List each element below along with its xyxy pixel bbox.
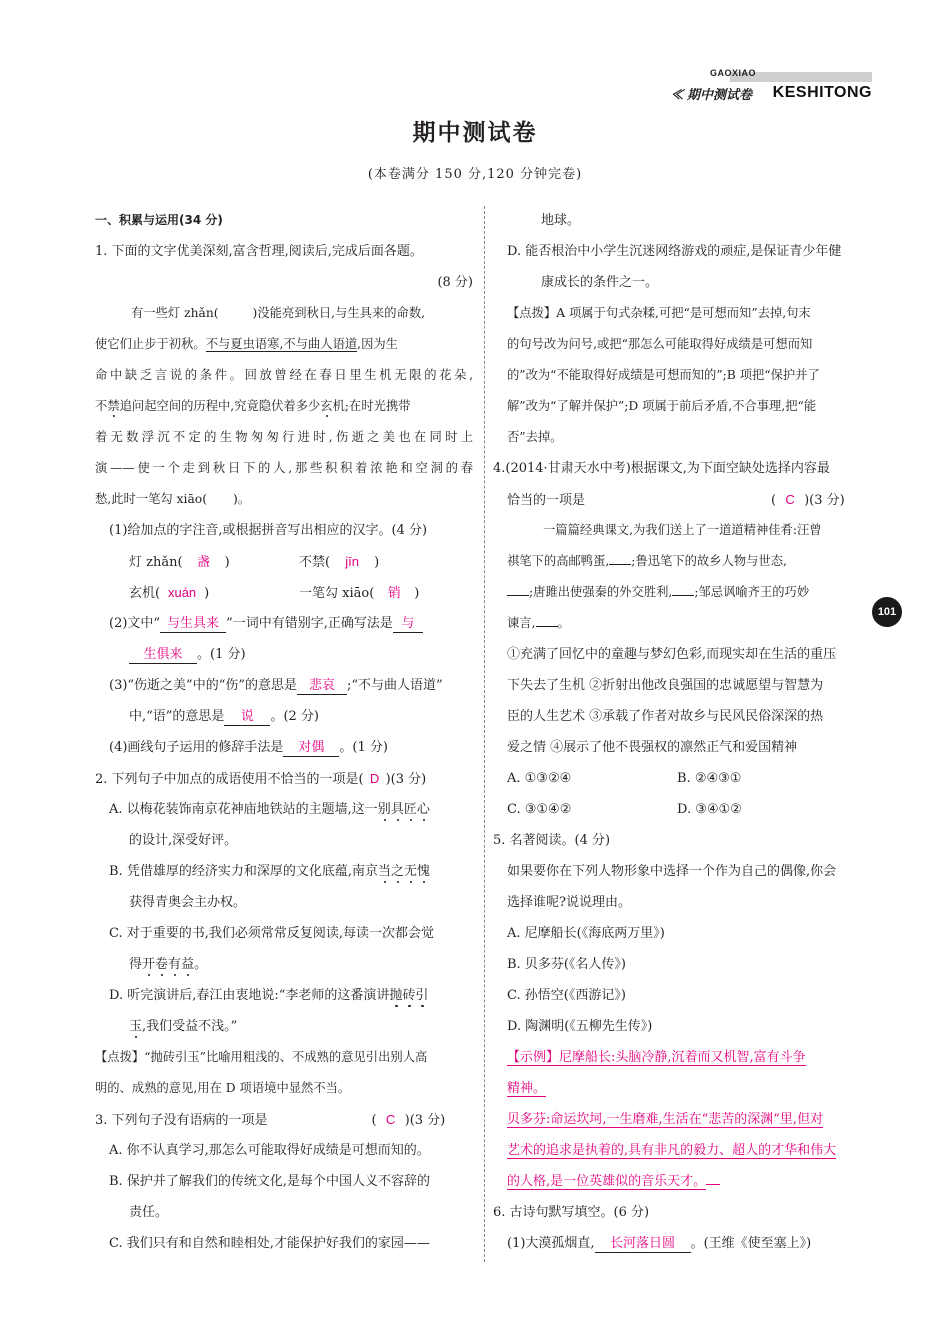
option-d-cont: 康成长的条件之一。	[541, 275, 659, 290]
question-2: 2. 下列句子中加点的成语使用不恰当的一项是( D )(3 分)	[95, 763, 473, 794]
example-answer: 的人格,是一位英雄似的音乐天才。	[507, 1166, 867, 1197]
answer-text: 悲哀	[297, 676, 347, 695]
dotted-idiom: 玉	[129, 1019, 143, 1034]
page-title: 期中测试卷	[412, 120, 538, 146]
tip-line: 的句号改为问号,或把“那怎么可能取得好成绩是可想而知	[507, 337, 813, 351]
header-brand-small: GAOXIAO	[709, 68, 756, 78]
dotted-idiom: 抛砖引	[389, 988, 429, 1003]
dotted-idiom: 别具匠心	[377, 802, 430, 817]
question-5-text: 如果要你在下列人物形象中选择一个作为自己的偶像,你会	[507, 864, 837, 879]
example-answer: 艺术的追求是执着的,具有非凡的毅力、超人的才华和伟大	[507, 1143, 837, 1158]
sub-question-1: (1)给加点的字注音,或根据拼音写出相应的汉字。(4 分)	[109, 523, 428, 538]
answer-text: xuán	[167, 585, 197, 600]
question-4-cont: 恰当的一项是 ( C )(3 分)	[507, 484, 867, 515]
option-d: D. 陶渊明(《五柳先生传》)	[507, 1019, 653, 1034]
tip-line: 解”改为“了解并保护”;D 项属于前后矛盾,不合事理,把“能	[507, 399, 817, 413]
choice-row: A. ①③②④ B. ②④③①	[507, 771, 742, 786]
answer-text: 与	[393, 614, 423, 633]
option-a: A. 你不认真学习,那怎么可能取得好成绩是可想而知的。	[109, 1143, 430, 1158]
tip-line: 否”去掉。	[507, 430, 563, 444]
sub-question-3-cont: 中,“语”的意思是 说 。(2 分)	[129, 708, 319, 724]
answer-text: 生俱来	[129, 645, 197, 664]
example-answer: 【示例】尼摩船长:头脑冷静,沉着而又机智,富有斗争	[507, 1050, 806, 1065]
option-line: ①充满了回忆中的童趣与梦幻色彩,而现实却在生活的重压	[507, 647, 837, 662]
sub-question-4: (4)画线句子运用的修辞手法是 对偶 。(1 分)	[109, 739, 388, 755]
question-5-text: 选择谁呢?说说理由。	[507, 895, 631, 910]
choice-row: C. ③①④② D. ③④①②	[507, 802, 742, 817]
header-tag: ≪ 期中测试卷	[670, 87, 752, 102]
example-answer: 精神。	[507, 1081, 547, 1096]
answer-text: D	[369, 771, 380, 786]
question-4: 4.(2014·甘肃天水中考)根据课文,为下面空缺处选择内容最	[493, 461, 830, 476]
passage-line: 谏言, 。	[507, 616, 570, 630]
option-b: B. 凭借雄厚的经济实力和深厚的文化底蕴,南京当之无愧	[109, 864, 431, 879]
question-6-sub: (1)大漠孤烟直, 长河落日圆 。(王维《使至塞上》)	[507, 1235, 812, 1251]
answer-text: 对偶	[283, 738, 339, 757]
option-c-cont: 得开卷有益。	[129, 957, 208, 972]
question-1: 1. 下面的文字优美深刻,富含哲理,阅读后,完成后面各题。	[95, 244, 423, 259]
option-d: D. 听完演讲后,春江由衷地说:“李老师的这番演讲抛砖引	[109, 988, 429, 1003]
answer-text: C	[785, 492, 795, 507]
answer-text: 销	[387, 585, 401, 600]
page-subtitle: (本卷满分 150 分,120 分钟完卷)	[367, 167, 583, 182]
option-line: 臣的人生艺术 ③承载了作者对故乡与民风民俗深深的热	[507, 709, 824, 724]
question-5: 5. 名著阅读。(4 分)	[493, 833, 611, 848]
option-b: B. 保护并了解我们的传统文化,是每个中国人义不容辞的	[109, 1174, 430, 1189]
sub-question-2-cont: 生俱来 。(1 分)	[95, 639, 473, 670]
option-c: C. 对于重要的书,我们必须常常反复阅读,每读一次都会觉	[109, 926, 435, 941]
answer-text: jīn	[345, 554, 359, 569]
tip-line: 明的、成熟的意见,用在 D 项语境中显然不当。	[95, 1081, 351, 1095]
passage-line: 命中缺乏言说的条件。回放曾经在春日里生机无限的花朵,	[95, 368, 473, 382]
page-number: 101	[872, 597, 902, 627]
right-column	[493, 205, 867, 1259]
option-d: D. 能否根治中小学生沉迷网络游戏的顽症,是保证青少年健	[507, 244, 842, 259]
underlined-sentence: 不与夏虫语寒,不与曲人语道	[205, 337, 358, 351]
option-b-cont: 责任。	[129, 1205, 169, 1220]
tip-line: 【点拨】“抛砖引玉”比喻用粗浅的、不成熟的意见引出别人高	[95, 1050, 428, 1064]
passage-line: 祺笔下的高邮鸭蛋, ;鲁迅笔下的故乡人物与世态,	[507, 554, 787, 568]
tip-line: 的”改为“不能取得好成绩是可想而知的”;B 项把“保护并了	[507, 368, 820, 382]
option-a: A. 以梅花装饰南京花神庙地铁站的主题墙,这一别具匠心	[109, 802, 430, 817]
answer-text: 说	[224, 707, 270, 726]
column-divider	[484, 206, 485, 1262]
section-heading: 一、积累与运用(34 分)	[95, 213, 223, 227]
page-header	[622, 66, 872, 106]
passage-line: ;唐雎出使强秦的外交胜利, ;邹忌讽喻齐王的巧妙	[507, 577, 867, 608]
question-6: 6. 古诗句默写填空。(6 分)	[493, 1205, 650, 1220]
question-3: 3. 下列句子没有语病的一项是 ( C )(3 分)	[95, 1104, 473, 1135]
option-c: C. 孙悟空(《西游记》)	[507, 988, 626, 1003]
option-b-cont: 获得青奥会主办权。	[129, 895, 247, 910]
option-a-cont: 的设计,深受好评。	[129, 833, 238, 848]
dotted-idiom: 开卷有益	[142, 957, 195, 972]
option-b: B. 贝多芬(《名人传》)	[507, 957, 626, 972]
tip-line: 【点拨】A 项属于句式杂糅,可把“是可想而知”去掉,句末	[507, 306, 811, 320]
sub-question-1-answers: 玄机( xuán ) 一笔勾 xiāo( 销 )	[95, 577, 473, 608]
option-c-cont: 地球。	[541, 213, 581, 228]
dotted-idiom: 当之无愧	[377, 864, 431, 879]
option-line: 爱之情 ④展示了他不畏强权的凛然正气和爱国精神	[507, 740, 798, 755]
passage-line: 愁,此时一笔勾 xiāo( )。	[95, 492, 251, 506]
option-d-cont: 玉,我们受益不浅。”	[129, 1019, 238, 1034]
sub-question-3: (3)“伤逝之美”中的“伤”的意思是 悲哀 ;“不与曲人语道”	[109, 677, 443, 693]
answer-text: C	[385, 1112, 396, 1127]
sub-question-2: (2)文中“ 与生具来 ”一词中有错别字,正确写法是 与	[95, 608, 473, 639]
header-brand: KESHITONG	[772, 84, 872, 101]
passage-line: 有一些灯 zhǎn( )没能亮到秋日,与生具来的命数,	[131, 306, 426, 320]
option-line: 下失去了生机 ②折射出他改良强国的忠诚愿望与智慧为	[507, 678, 824, 693]
passage-line: 一篇篇经典课文,为我们送上了一道道精神佳肴:汪曾	[543, 523, 822, 537]
answer-text: 长河落日圆	[595, 1234, 691, 1253]
answer-text: 与生具来	[160, 614, 226, 633]
answer-text: 盏	[197, 554, 211, 569]
passage-line: 使它们止步于初秋。不与夏虫语寒,不与曲人语道,因为生	[95, 337, 398, 351]
passage-line: 不禁追问起空间的历程中,究竟隐伏着多少玄机;在时光携带	[95, 399, 411, 413]
left-column	[95, 205, 473, 1259]
option-c: C. 我们只有和自然和睦相处,才能保护好我们的家园——	[109, 1236, 430, 1251]
passage-line: 演——使一个走到秋日下的人,那些积积着浓艳和空洞的春	[95, 461, 473, 475]
option-a: A. 尼摩船长(《海底两万里》)	[507, 926, 665, 941]
question-1-score: (8 分)	[437, 275, 473, 290]
example-answer: 贝多芬:命运坎坷,一生磨难,生活在“悲苦的深渊”里,但对	[507, 1112, 824, 1127]
sub-question-1-answers: 灯 zhǎn( 盏 ) 不禁( jīn )	[95, 546, 473, 577]
passage-line: 着无数浮沉不定的生物匆匆行进时,伤逝之美也在同时上	[95, 430, 473, 444]
